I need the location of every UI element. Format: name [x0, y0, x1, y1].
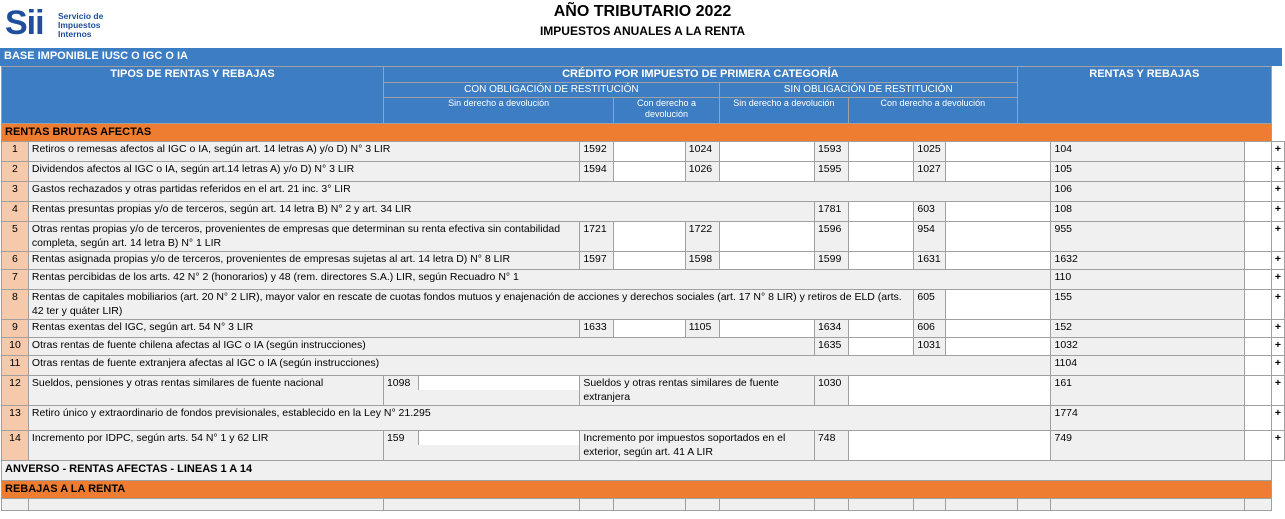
table-row: [2, 406, 1285, 431]
amount-input[interactable]: [614, 320, 685, 338]
plus-sign: +: [1271, 320, 1284, 338]
amount-input[interactable]: [946, 252, 1051, 270]
table-row: [2, 222, 1285, 252]
amount-input[interactable]: [946, 338, 1051, 356]
sin-obligacion-header: SIN OBLIGACIÓN DE RESTITUCIÓN: [719, 83, 1017, 98]
code-label: 161: [1051, 376, 1244, 406]
table-row: [2, 270, 1285, 290]
line-number: 8: [2, 290, 29, 320]
table-row: [2, 124, 1285, 142]
line-description: Rentas asignada propias y/o de terceros, provenientes de empresas sujetas al art. 14 letra D) N° 8 LIR: [28, 252, 579, 270]
rentas-rebajas-header: RENTAS Y REBAJAS: [1017, 67, 1271, 124]
code-label: 1595: [814, 162, 848, 182]
line-number: 13: [2, 406, 29, 431]
amount-input[interactable]: [1244, 142, 1271, 162]
plus-sign: +: [1271, 222, 1284, 252]
sin-derecho-header-2: Sin derecho a devolución: [719, 98, 848, 124]
amount-input[interactable]: [1244, 356, 1271, 376]
table-row: [2, 252, 1285, 270]
amount-input[interactable]: [946, 290, 1051, 320]
code-label: 1597: [580, 252, 614, 270]
table-row: [2, 499, 1285, 511]
empty-cell: [1051, 499, 1244, 511]
amount-input[interactable]: [1244, 290, 1271, 320]
amount-input[interactable]: [614, 222, 685, 252]
section-title-band: BASE IMPONIBLE IUSC O IGC O IA: [0, 48, 1282, 66]
plus-sign: +: [1271, 376, 1284, 406]
amount-input[interactable]: [946, 162, 1051, 182]
amount-input[interactable]: [1244, 376, 1271, 406]
amount-input[interactable]: [719, 320, 814, 338]
amount-input[interactable]: [719, 142, 814, 162]
amount-input[interactable]: [419, 376, 579, 390]
code-label: 1721: [580, 222, 614, 252]
empty-cell: [580, 499, 614, 511]
line-number: 7: [2, 270, 29, 290]
table-row: [2, 481, 1285, 499]
income-table: [1, 66, 1285, 511]
anverso-band: ANVERSO - RENTAS AFECTAS - LINEAS 1 A 14: [2, 461, 1272, 481]
amount-input[interactable]: [1244, 202, 1271, 222]
con-derecho-header-1: Con derecho a devolución: [614, 98, 719, 124]
code-label: 108: [1051, 202, 1244, 222]
code-label: 110: [1051, 270, 1244, 290]
page-title: AÑO TRIBUTARIO 2022: [553, 3, 732, 20]
code-pair: [383, 376, 579, 406]
amount-input[interactable]: [419, 431, 579, 445]
table-row: [2, 182, 1285, 202]
code-label: 105: [1051, 162, 1244, 182]
amount-input[interactable]: [719, 162, 814, 182]
line-description: Retiros o remesas afectos al IGC o IA, según art. 14 letras A) y/o D) N° 3 LIR: [28, 142, 579, 162]
amount-input[interactable]: [848, 338, 913, 356]
code-label: 1104: [1051, 356, 1244, 376]
code-label: 155: [1051, 290, 1244, 320]
code-label: 749: [1051, 431, 1244, 461]
empty-cell: [28, 499, 383, 511]
code-label: 1032: [1051, 338, 1244, 356]
code-label: 605: [914, 290, 946, 320]
line-description: Otras rentas propias y/o de terceros, provenientes de empresas que determinan su renta efectiva sin contabilidad completa, según art. 14 letra B) N° 1 LIR: [28, 222, 579, 252]
line-description: Rentas percibidas de los arts. 42 N° 2 (honorarios) y 48 (rem. directores S.A.) LIR, según Recuadro N° 1: [28, 270, 1051, 290]
code-label: 104: [1051, 142, 1244, 162]
plus-sign: +: [1271, 431, 1284, 461]
code-label: 1722: [685, 222, 719, 252]
amount-input[interactable]: [1244, 182, 1271, 202]
con-derecho-header-2: Con derecho a devolución: [848, 98, 1017, 124]
code-label: 954: [914, 222, 946, 252]
table-row: [2, 461, 1285, 481]
code-label: 1594: [580, 162, 614, 182]
table-row: [2, 338, 1285, 356]
code-label: 152: [1051, 320, 1244, 338]
line-number: 5: [2, 222, 29, 252]
empty-cell: [719, 499, 814, 511]
code-label: 1633: [580, 320, 614, 338]
code-label: 106: [1051, 182, 1244, 202]
con-obligacion-header: CON OBLIGACIÓN DE RESTITUCIÓN: [383, 83, 719, 98]
line-description: Incremento por IDPC, según arts. 54 N° 1 y 62 LIR: [28, 431, 383, 461]
amount-input[interactable]: [1244, 222, 1271, 252]
code-pair-wrap: [384, 376, 579, 390]
amount-input[interactable]: [1244, 338, 1271, 356]
table-row: [2, 162, 1285, 182]
empty-cell: [614, 499, 685, 511]
amount-input[interactable]: [848, 252, 913, 270]
table-row: [2, 376, 1285, 406]
empty-cell: [383, 499, 579, 511]
line-number: 3: [2, 182, 29, 202]
line-number: 11: [2, 356, 29, 376]
code-label: 1635: [814, 338, 848, 356]
code-label: 1024: [685, 142, 719, 162]
table-row: [2, 290, 1285, 320]
plus-sign: +: [1271, 406, 1284, 431]
line-description: Rentas presuntas propias y/o de terceros, según art. 14 letra B) N° 2 y art. 34 LIR: [28, 202, 814, 222]
table-row: [2, 202, 1285, 222]
table-row: [2, 320, 1285, 338]
line-number: 9: [2, 320, 29, 338]
code-label: 603: [914, 202, 946, 222]
plus-sign: +: [1271, 270, 1284, 290]
plus-sign: +: [1271, 202, 1284, 222]
amount-input[interactable]: [1244, 406, 1271, 431]
code-label: 1632: [1051, 252, 1244, 270]
line-description: Rentas exentas del IGC, según art. 54 N° 3 LIR: [28, 320, 579, 338]
amount-input[interactable]: [719, 252, 814, 270]
line-number: 6: [2, 252, 29, 270]
line-number: 14: [2, 431, 29, 461]
amount-input[interactable]: [1244, 252, 1271, 270]
code-label: 1781: [814, 202, 848, 222]
line-description: Sueldos, pensiones y otras rentas similares de fuente nacional: [28, 376, 383, 406]
plus-sign: +: [1271, 162, 1284, 182]
line-description: Gastos rechazados y otras partidas referidos en el art. 21 inc. 3° LIR: [28, 182, 1051, 202]
code-label: 1027: [914, 162, 946, 182]
amount-input[interactable]: [848, 142, 913, 162]
empty-cell: [1017, 499, 1051, 511]
plus-sign: +: [1271, 142, 1284, 162]
rentas-brutas-band: RENTAS BRUTAS AFECTAS: [2, 124, 1272, 142]
plus-sign: +: [1271, 338, 1284, 356]
amount-input[interactable]: [614, 252, 685, 270]
amount-input[interactable]: [1244, 431, 1271, 461]
line-number: 1: [2, 142, 29, 162]
amount-input[interactable]: [848, 431, 1051, 461]
empty-cell: [2, 499, 29, 511]
code-label: 1774: [1051, 406, 1244, 431]
line-description: Retiro único y extraordinario de fondos previsionales, establecido en la Ley N° 21.295: [28, 406, 1051, 431]
code-label: 955: [1051, 222, 1244, 252]
amount-input[interactable]: [719, 222, 814, 252]
logo-mark-text: Sii: [5, 4, 44, 42]
amount-input[interactable]: [614, 142, 685, 162]
code-label: 1596: [814, 222, 848, 252]
sin-derecho-header-1: Sin derecho a devolución: [383, 98, 613, 124]
amount-input[interactable]: [946, 222, 1051, 252]
amount-input[interactable]: [848, 162, 913, 182]
code-label: 1098: [384, 376, 419, 390]
code-label: 1025: [914, 142, 946, 162]
empty-cell: [814, 499, 848, 511]
code-label: 1031: [914, 338, 946, 356]
code-pair-wrap: [384, 431, 579, 445]
plus-sign: +: [1271, 182, 1284, 202]
form-header: [0, 0, 1285, 47]
amount-input[interactable]: [614, 162, 685, 182]
table-row: [2, 67, 1285, 83]
code-label: 1631: [914, 252, 946, 270]
code-pair: [383, 431, 579, 461]
amount-input[interactable]: [946, 202, 1051, 222]
line-description: Rentas de capitales mobiliarios (art. 20 N° 2 LIR), mayor valor en rescate de cuotas fondos mutuos y enajenación de acciones y derechos sociales (art. 17 N° 8 LIR) y retiros de ELD (arts. 42 ter y quáter LIR): [28, 290, 913, 320]
secondary-description: Sueldos y otras rentas similares de fuente extranjera: [580, 376, 815, 406]
code-label: 1030: [814, 376, 848, 406]
amount-input[interactable]: [946, 320, 1051, 338]
plus-sign: +: [1271, 290, 1284, 320]
amount-input[interactable]: [946, 142, 1051, 162]
code-label: 1592: [580, 142, 614, 162]
secondary-description: Incremento por impuestos soportados en el exterior, según art. 41 A LIR: [580, 431, 815, 461]
line-number: 4: [2, 202, 29, 222]
amount-input[interactable]: [848, 202, 913, 222]
code-label: 1598: [685, 252, 719, 270]
table-row: [2, 356, 1285, 376]
code-label: 1105: [685, 320, 719, 338]
rebajas-band: REBAJAS A LA RENTA: [2, 481, 1272, 499]
code-label: 159: [384, 431, 419, 445]
empty-cell: [1244, 499, 1271, 511]
code-label: 1634: [814, 320, 848, 338]
code-label: 748: [814, 431, 848, 461]
credito-header: CRÉDITO POR IMPUESTO DE PRIMERA CATEGORÍA: [383, 67, 1017, 83]
page-subtitle: IMPUESTOS ANUALES A LA RENTA: [539, 24, 746, 38]
line-number: 10: [2, 338, 29, 356]
plus-sign: +: [1271, 252, 1284, 270]
table-row: [2, 142, 1285, 162]
line-description: Otras rentas de fuente extranjera afectas al IGC o IA (según instrucciones): [28, 356, 1051, 376]
empty-cell: [914, 499, 946, 511]
code-label: 1026: [685, 162, 719, 182]
empty-cell: [946, 499, 1017, 511]
line-description: Dividendos afectos al IGC o IA, según art.14 letras A) y/o D) N° 3 LIR: [28, 162, 579, 182]
code-label: 1599: [814, 252, 848, 270]
table-row: [2, 431, 1285, 461]
line-description: Otras rentas de fuente chilena afectas al IGC o IA (según instrucciones): [28, 338, 814, 356]
empty-cell: [685, 499, 719, 511]
code-label: 606: [914, 320, 946, 338]
tipos-header: TIPOS DE RENTAS Y REBAJAS: [2, 67, 384, 124]
empty-cell: [848, 499, 913, 511]
amount-input[interactable]: [1244, 162, 1271, 182]
amount-input[interactable]: [848, 222, 913, 252]
code-label: 1593: [814, 142, 848, 162]
line-number: 12: [2, 376, 29, 406]
plus-sign: +: [1271, 356, 1284, 376]
amount-input[interactable]: [1244, 270, 1271, 290]
amount-input[interactable]: [848, 320, 913, 338]
amount-input[interactable]: [848, 376, 1051, 406]
sii-logo-text: Servicio de Impuestos Internos: [58, 11, 104, 39]
line-number: 2: [2, 162, 29, 182]
amount-input[interactable]: [1244, 320, 1271, 338]
